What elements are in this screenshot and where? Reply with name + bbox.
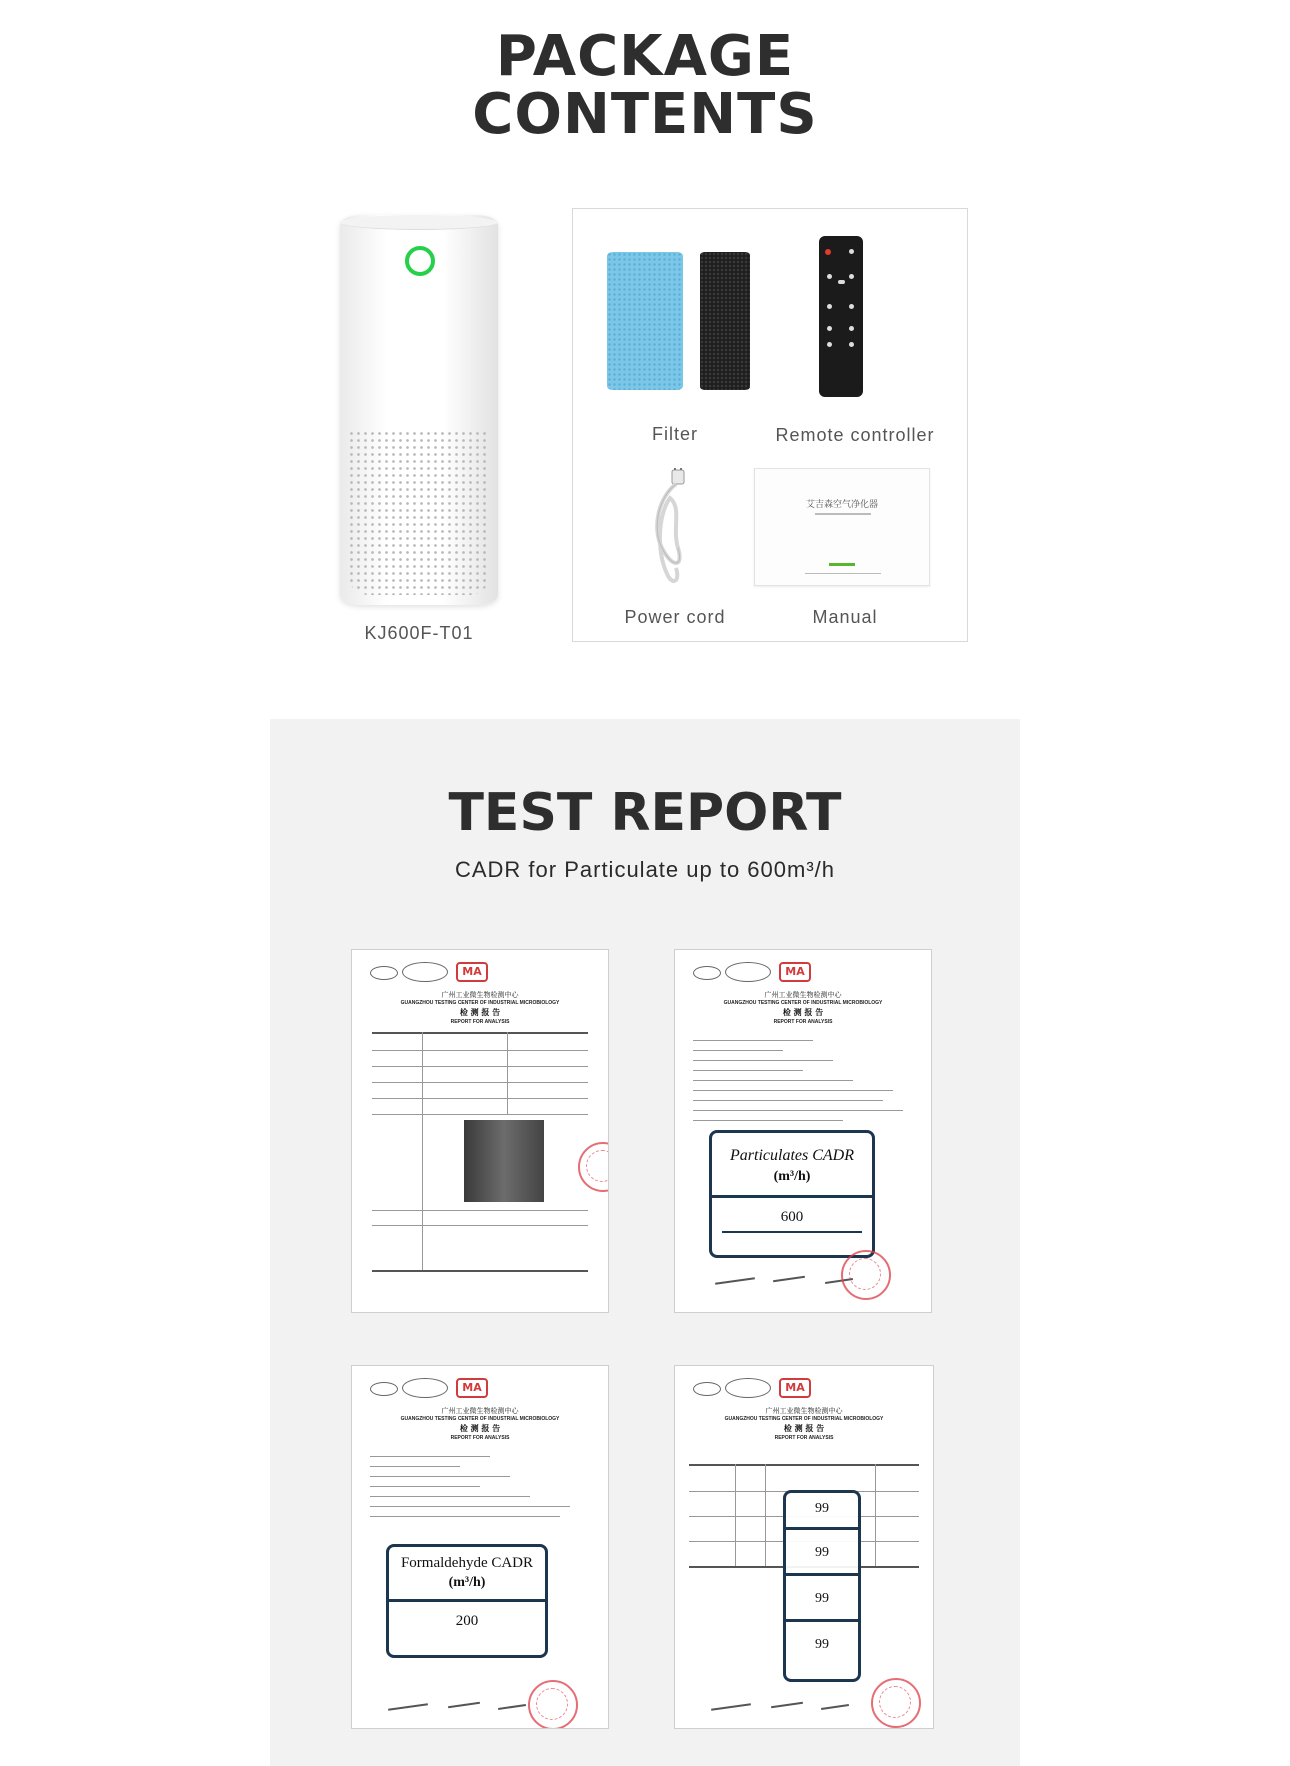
particulates-cadr-callout	[709, 1130, 875, 1258]
signature-mark	[821, 1704, 849, 1710]
ilac-mra-logo-icon	[370, 1382, 398, 1396]
doc-column-rule	[875, 1464, 876, 1566]
manual-image	[754, 468, 930, 586]
doc-text-line	[693, 1040, 813, 1041]
ilac-mra-logo-icon	[693, 966, 721, 980]
doc-text-line	[370, 1506, 570, 1507]
callout-divider	[712, 1195, 872, 1198]
remote-button-icon	[849, 342, 854, 347]
doc-column-rule	[507, 1032, 508, 1114]
test-report-document-4	[674, 1365, 934, 1729]
callout-value: 600	[780, 1209, 804, 1225]
signature-mark	[448, 1702, 480, 1708]
doc-column-rule	[422, 1032, 423, 1270]
test-report-title: TEST REPORT	[448, 783, 842, 843]
callout-divider	[786, 1573, 858, 1576]
doc-report-en: REPORT FOR ANALYSIS	[774, 1435, 834, 1441]
carbon-filter-image	[700, 252, 750, 390]
test-report-document-2	[674, 949, 932, 1313]
doc-logos	[693, 1376, 813, 1398]
doc-rule	[372, 1114, 588, 1115]
official-stamp-icon	[578, 1142, 609, 1192]
cma-logo-icon: MA	[456, 1378, 488, 1398]
purifier-top	[340, 215, 498, 230]
remote-button-icon	[838, 280, 845, 284]
indicator-ring-icon	[405, 246, 435, 276]
ilac-mra-logo-icon	[370, 966, 398, 980]
official-stamp-icon	[528, 1680, 578, 1729]
signature-mark	[711, 1703, 751, 1711]
test-report-document-1	[351, 949, 609, 1313]
doc-rule	[372, 1225, 588, 1226]
cnas-logo-icon	[725, 1378, 771, 1398]
signature-mark	[388, 1703, 428, 1711]
official-stamp-icon	[871, 1678, 921, 1728]
signature-mark	[771, 1702, 803, 1708]
doc-rule	[372, 1066, 588, 1067]
remote-button-icon	[827, 274, 832, 279]
remote-button-icon	[827, 342, 832, 347]
callout-title: Formaldehyde CADR	[400, 1555, 534, 1571]
doc-text-line	[370, 1476, 510, 1477]
callout-divider	[786, 1527, 858, 1530]
doc-rule	[372, 1050, 588, 1051]
doc-header-en: GUANGZHOU TESTING CENTER OF INDUSTRIAL MICROBIOLOGY	[723, 1000, 883, 1006]
remote-controller-image	[819, 236, 863, 397]
callout-title: Particulates CADR	[730, 1147, 854, 1164]
power-cord-label: Power cord	[624, 607, 726, 627]
cnas-logo-icon	[725, 962, 771, 982]
official-stamp-icon	[841, 1250, 891, 1300]
manual-subtitle-line	[815, 513, 871, 515]
filter-label: Filter	[652, 424, 698, 444]
percentage-callout	[783, 1490, 861, 1682]
doc-header-en: GUANGZHOU TESTING CENTER OF INDUSTRIAL MICROBIOLOGY	[400, 1000, 560, 1006]
callout-divider	[786, 1619, 858, 1622]
doc-report-en: REPORT FOR ANALYSIS	[450, 1435, 510, 1441]
cma-logo-icon: MA	[779, 962, 811, 982]
doc-column-rule	[735, 1464, 736, 1566]
doc-report-cn: 检 测 报 告	[459, 1424, 501, 1433]
ilac-mra-logo-icon	[693, 1382, 721, 1396]
signature-mark	[715, 1277, 755, 1285]
callout-unit: (m³/h)	[773, 1169, 811, 1184]
purifier-grille	[348, 430, 490, 595]
cnas-logo-icon	[402, 962, 448, 982]
doc-text-line	[693, 1110, 903, 1111]
doc-logos	[693, 960, 813, 982]
callout-value: 200	[455, 1613, 479, 1629]
callout-value-3: 99	[815, 1591, 829, 1606]
doc-text-line	[693, 1120, 843, 1121]
doc-report-cn: 检 测 报 告	[783, 1424, 825, 1433]
doc-report-cn: 检 测 报 告	[459, 1008, 501, 1017]
manual-label: Manual	[812, 607, 878, 627]
signature-mark	[498, 1704, 526, 1710]
doc-header-en: GUANGZHOU TESTING CENTER OF INDUSTRIAL MICROBIOLOGY	[724, 1416, 884, 1422]
test-report-document-3	[351, 1365, 609, 1729]
doc-rule	[372, 1270, 588, 1272]
doc-text-line	[370, 1466, 460, 1467]
remote-button-icon	[849, 326, 854, 331]
remote-button-icon	[827, 326, 832, 331]
doc-text-line	[370, 1516, 560, 1517]
doc-text-line	[370, 1496, 530, 1497]
air-purifier-image	[340, 215, 498, 605]
remote-label: Remote controller	[775, 425, 935, 445]
callout-divider	[722, 1231, 862, 1233]
doc-text-line	[693, 1090, 893, 1091]
manual-footer-line	[805, 573, 881, 574]
doc-header-en: GUANGZHOU TESTING CENTER OF INDUSTRIAL MICROBIOLOGY	[400, 1416, 560, 1422]
doc-text-line	[693, 1070, 803, 1071]
doc-text-line	[693, 1080, 853, 1081]
doc-report-en: REPORT FOR ANALYSIS	[773, 1019, 833, 1025]
manual-logo-icon	[829, 563, 855, 566]
doc-text-line	[693, 1050, 783, 1051]
doc-header-cn: 广州工业微生物检测中心	[765, 1407, 843, 1415]
doc-rule	[372, 1098, 588, 1099]
doc-column-rule	[765, 1464, 766, 1566]
sample-photo	[464, 1120, 544, 1202]
signature-mark	[773, 1276, 805, 1282]
cma-logo-icon: MA	[779, 1378, 811, 1398]
callout-unit: (m³/h)	[448, 1575, 486, 1590]
remote-button-icon	[849, 304, 854, 309]
callout-divider	[389, 1599, 545, 1602]
test-report-subtitle: CADR for Particulate up to 600m³/h	[454, 857, 836, 882]
doc-report-en: REPORT FOR ANALYSIS	[450, 1019, 510, 1025]
remote-button-icon	[827, 304, 832, 309]
power-button-icon	[825, 249, 831, 255]
cma-logo-icon: MA	[456, 962, 488, 982]
doc-header-cn: 广州工业微生物检测中心	[441, 991, 519, 999]
doc-report-cn: 检 测 报 告	[782, 1008, 824, 1017]
doc-text-line	[370, 1456, 490, 1457]
doc-text-line	[693, 1060, 833, 1061]
remote-button-icon	[849, 249, 854, 254]
doc-text-line	[693, 1100, 883, 1101]
doc-logos	[370, 960, 490, 982]
doc-header-cn: 广州工业微生物检测中心	[441, 1407, 519, 1415]
doc-text-line	[370, 1486, 480, 1487]
doc-logos	[370, 1376, 490, 1398]
main-unit-label: KJ600F-T01	[364, 623, 474, 643]
callout-value-2: 99	[815, 1545, 829, 1560]
doc-header-cn: 广州工业微生物检测中心	[764, 991, 842, 999]
doc-rule	[372, 1032, 588, 1034]
doc-rule	[689, 1464, 919, 1466]
callout-value-4: 99	[815, 1637, 829, 1652]
package-title-line2: CONTENTS	[472, 82, 818, 147]
formaldehyde-cadr-callout	[386, 1544, 548, 1658]
cnas-logo-icon	[402, 1378, 448, 1398]
callout-value-1: 99	[815, 1501, 829, 1516]
blue-filter-image	[607, 252, 683, 390]
doc-rule	[372, 1210, 588, 1211]
package-contents-title	[0, 24, 1290, 147]
package-title-line1: PACKAGE	[495, 24, 795, 89]
power-cord-image	[648, 468, 692, 588]
doc-rule	[372, 1082, 588, 1083]
manual-cover-text: 艾吉森空气净化器	[805, 500, 878, 510]
remote-button-icon	[849, 274, 854, 279]
